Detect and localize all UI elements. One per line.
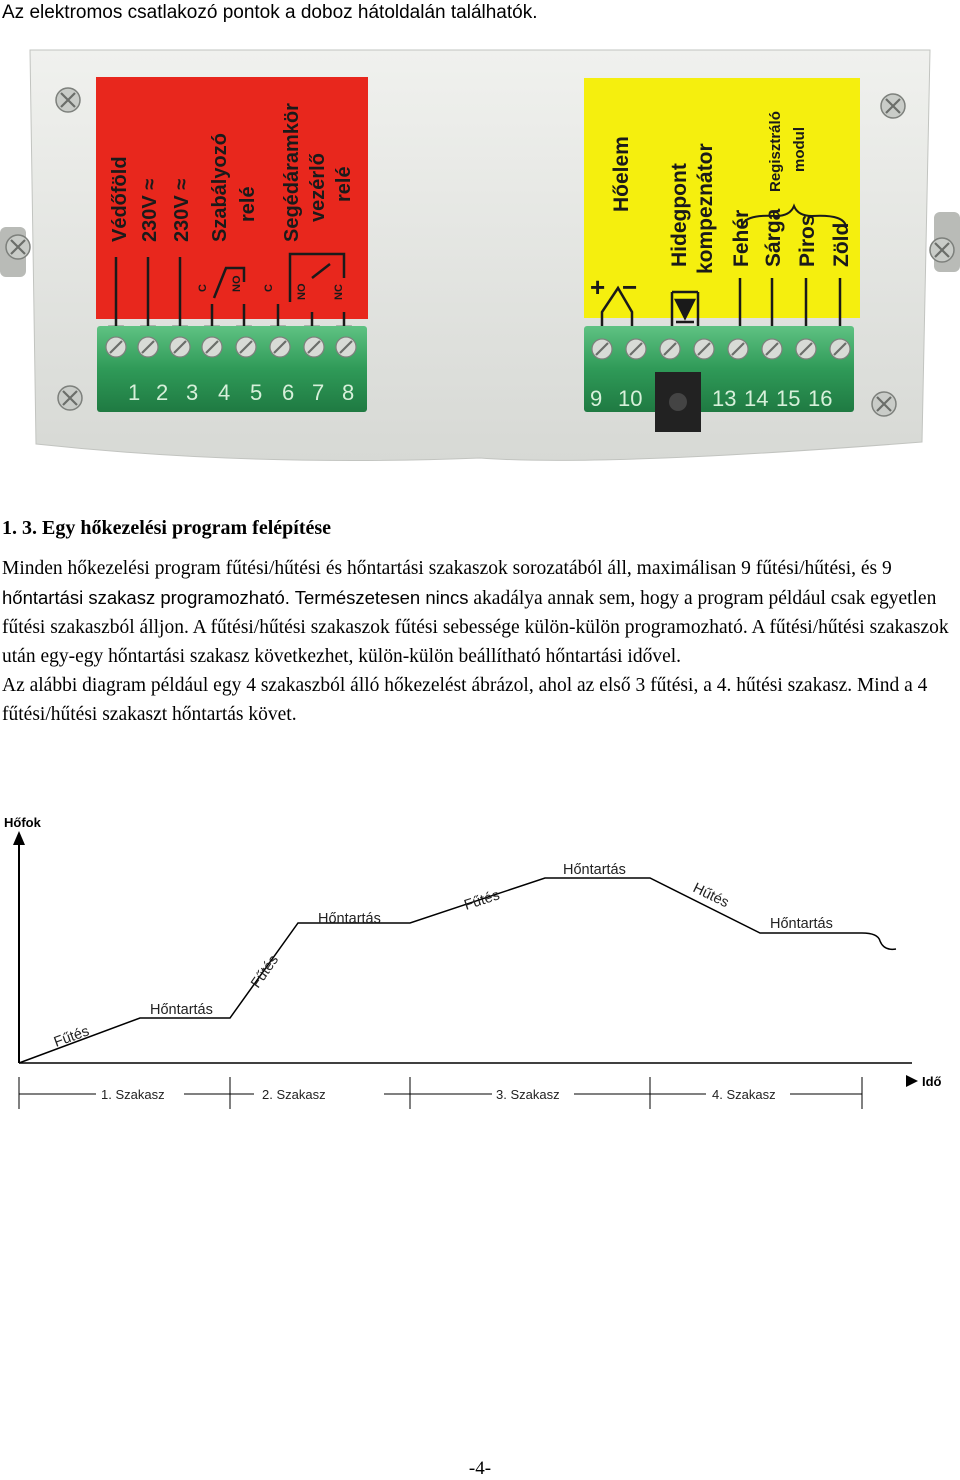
- pin-nc: NC: [333, 284, 345, 300]
- screw-icon: [881, 94, 905, 118]
- pin-no-2: NO: [296, 283, 308, 300]
- screw-icon: [58, 386, 82, 410]
- pin-c-2: C: [263, 284, 275, 292]
- x-axis-arrow-icon: [906, 1075, 918, 1087]
- paragraph-1-part-c: akadálya annak sem, hogy a program például csak egyetlen fűtési szakaszból álljon. A fűtési/hűtési szakaszok fűtési sebessége külön-külön programozható. A fűtési/hűtési szakaszok után egy-egy hőntartási szakasz következhet, külön-külön beállítható hőntartási idővel.: [2, 588, 949, 667]
- label-piros: Piros: [796, 214, 819, 267]
- terminal-number: 14: [744, 386, 769, 411]
- segment-label: Hőntartás: [150, 1002, 213, 1018]
- paragraph-1-part-b: hőntartási szakasz programozható. Természetesen nincs: [2, 587, 469, 608]
- sensor-icon: [669, 393, 687, 411]
- plus-sign: +: [590, 272, 606, 302]
- phase-label: 1. Szakasz: [101, 1087, 165, 1102]
- segment-label: Hűtés: [690, 880, 732, 912]
- device-back-panel-photo: [0, 42, 960, 462]
- segment-label: Fűtés: [462, 887, 502, 914]
- label-zold: Zöld: [830, 222, 853, 267]
- pin-c-1: C: [197, 284, 209, 292]
- terminal-number: 15: [776, 386, 801, 411]
- terminal-number: 6: [282, 380, 295, 405]
- intro-text: Az elektromos csatlakozó pontok a doboz hátoldalán találhatók.: [2, 2, 538, 23]
- terminal-number: 4: [218, 380, 231, 405]
- label-regisztralo: Regisztráló: [767, 111, 784, 192]
- screw-icon: [930, 238, 954, 262]
- terminal-number: 10: [618, 386, 643, 411]
- y-axis-label: Hőfok: [4, 815, 41, 830]
- phase-label: 2. Szakasz: [262, 1087, 326, 1102]
- label-230v-2: 230V ≈: [171, 178, 193, 242]
- label-hidegpont: Hidegpont: [668, 163, 691, 267]
- temperature-profile: [19, 878, 896, 1063]
- terminal-number: 7: [312, 380, 325, 405]
- terminal-number: 5: [250, 380, 263, 405]
- screw-icon: [6, 235, 30, 259]
- segment-label: Hőntartás: [770, 916, 833, 932]
- terminal-number: 9: [590, 386, 603, 411]
- segment-label: Hőntartás: [318, 911, 381, 927]
- label-szabalyozo: Szabályozó: [209, 133, 231, 242]
- terminal-number: 1: [128, 380, 141, 405]
- label-rele-1: relé: [237, 186, 259, 222]
- screw-icon: [56, 88, 80, 112]
- paragraph-2: Az alábbi diagram például egy 4 szakaszból álló hőkezelést ábrázol, ahol az első 3 fűtési, a 4. hűtési szakasz. Mind a 4 fűtési/hűtési szakaszt hőntartás követ.: [2, 675, 928, 725]
- body-text: [2, 554, 958, 729]
- phase-label: 4. Szakasz: [712, 1087, 776, 1102]
- minus-sign: −: [622, 272, 638, 302]
- pin-no-1: NO: [231, 275, 243, 292]
- segment-label: Fűtés: [248, 952, 283, 992]
- paragraph-1-part-a: Minden hőkezelési program fűtési/hűtési és hőntartási szakaszok sorozatából áll, maximálisan 9 fűtési/hűtési, és 9: [2, 558, 892, 579]
- page-number: -4-: [468, 1458, 492, 1479]
- segment-label: Hőntartás: [563, 862, 626, 878]
- label-vezerlo: vezérlő: [307, 153, 329, 222]
- y-axis-arrow-icon: [13, 831, 25, 845]
- section-heading: 1. 3. Egy hőkezelési program felépítése: [2, 517, 332, 539]
- label-vedofold: Védőföld: [109, 156, 131, 242]
- x-axis-label: Idő: [922, 1074, 942, 1089]
- terminal-number: 3: [186, 380, 199, 405]
- label-230v-1: 230V ≈: [139, 178, 161, 242]
- terminal-number: 16: [808, 386, 833, 411]
- label-hoelem: Hőelem: [610, 136, 633, 212]
- terminal-number: 8: [342, 380, 355, 405]
- label-kompeznator: kompeznátor: [694, 143, 717, 274]
- label-rele-2: relé: [333, 166, 355, 202]
- label-feher: Fehér: [730, 209, 753, 267]
- label-segedaramkor: Segédáramkör: [281, 103, 303, 242]
- screw-icon: [872, 392, 896, 416]
- phase-label: 3. Szakasz: [496, 1087, 560, 1102]
- terminal-number: 2: [156, 380, 169, 405]
- segment-label: Fűtés: [51, 1023, 92, 1051]
- heat-treatment-diagram: [0, 805, 960, 1125]
- label-sarga: Sárga: [762, 208, 785, 267]
- paragraph-1: [2, 554, 958, 671]
- label-modul: modul: [791, 127, 808, 172]
- terminal-number: 13: [712, 386, 737, 411]
